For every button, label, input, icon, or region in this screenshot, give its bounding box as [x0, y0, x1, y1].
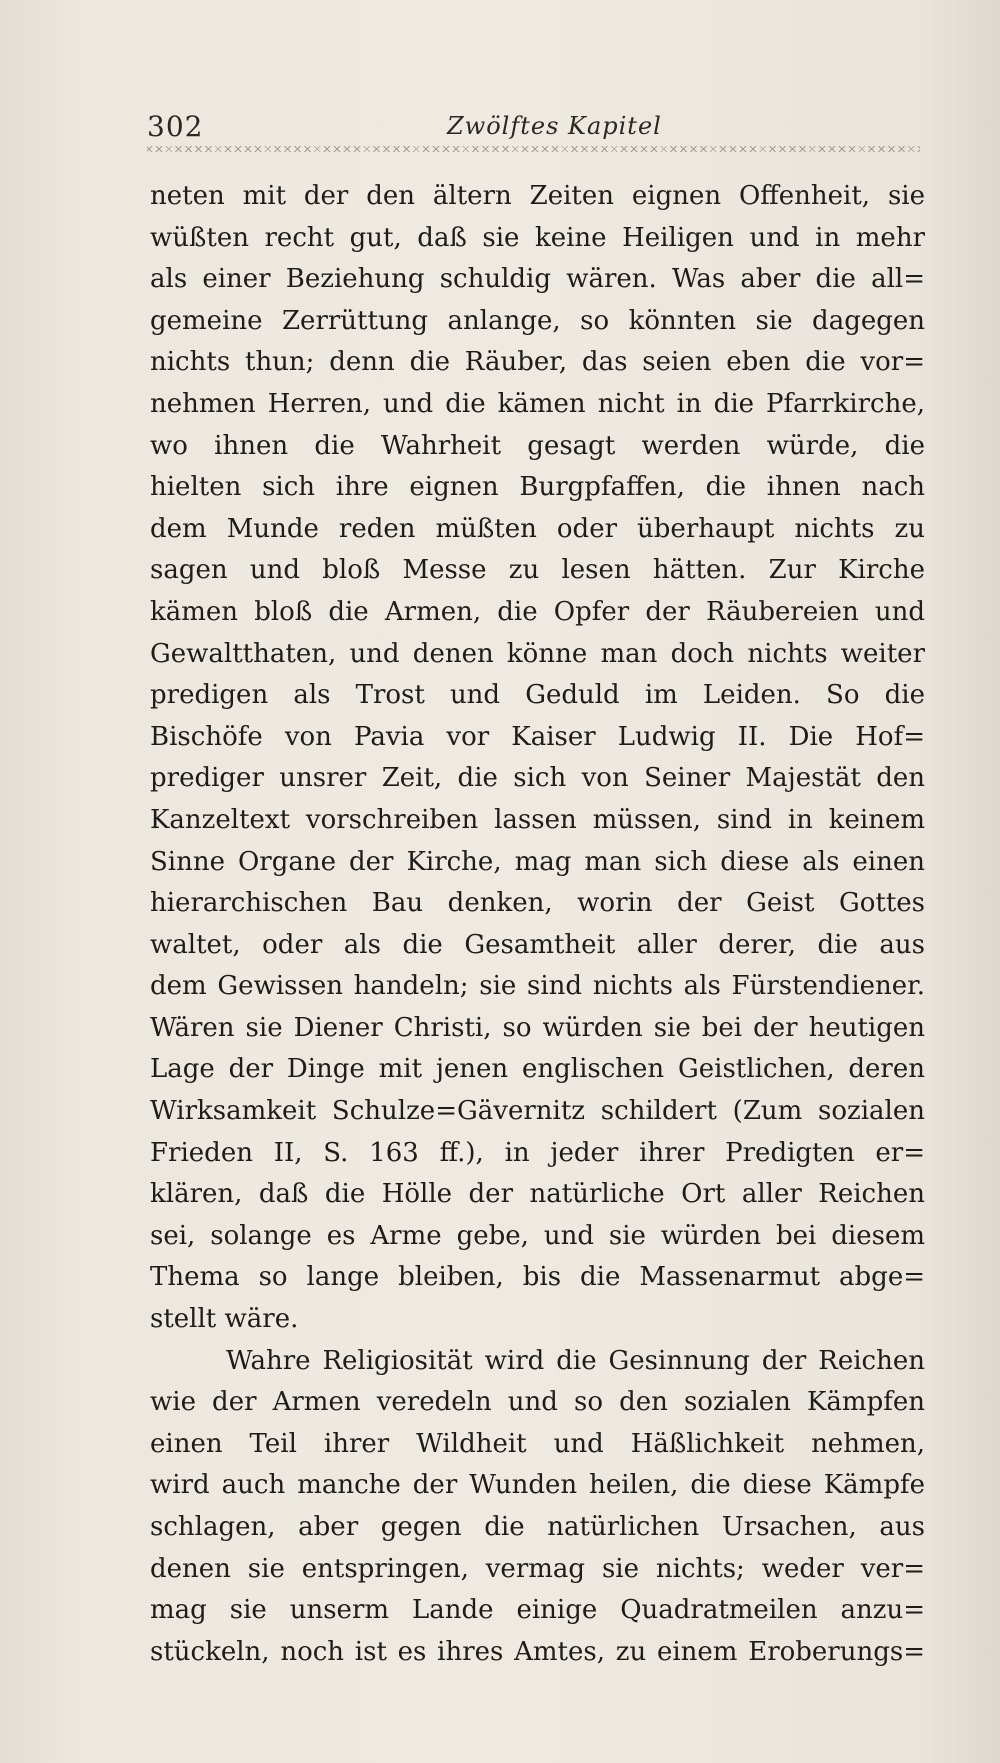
- text-line: einen Teil ihrer Wildheit und Häßlichkeit nehmen,: [150, 1428, 925, 1459]
- header-rule: [147, 146, 920, 152]
- text-line: Kanzeltext vorschreiben lassen müssen, sind in keinem: [150, 804, 925, 835]
- text-line: wo ihnen die Wahrheit gesagt werden würde, die: [150, 430, 925, 461]
- text-line: nichts thun; denn die Räuber, das seien eben die vor=: [150, 347, 925, 378]
- text-line: dem Gewissen handeln; sie sind nichts als Fürstendiener.: [150, 971, 925, 1002]
- text-line: Wahre Religiosität wird die Gesinnung der Reichen: [226, 1345, 925, 1376]
- text-line: hielten sich ihre eignen Burgpfaffen, die ihnen nach: [150, 472, 925, 503]
- text-line: prediger unsrer Zeit, die sich von Seiner Majestät den: [150, 763, 925, 794]
- text-line: stückeln, noch ist es ihres Amtes, zu einem Eroberungs=: [150, 1636, 925, 1667]
- text-line: dem Munde reden müßten oder überhaupt nichts zu: [150, 513, 925, 544]
- text-line: waltet, oder als die Gesamtheit aller derer, die aus: [150, 929, 925, 960]
- text-line: wird auch manche der Wunden heilen, die diese Kämpfe: [150, 1470, 925, 1501]
- text-line: mag sie unserm Lande einige Quadratmeilen anzu=: [150, 1595, 925, 1626]
- text-line: nehmen Herren, und die kämen nicht in die Pfarrkirche,: [150, 388, 925, 419]
- text-line: predigen als Trost und Geduld im Leiden. So die: [150, 680, 925, 711]
- running-title: Zwölftes Kapitel: [447, 112, 662, 140]
- text-line: Sinne Organe der Kirche, mag man sich diese als einen: [150, 846, 925, 877]
- text-line: kämen bloß die Armen, die Opfer der Räubereien und: [150, 596, 925, 627]
- text-line: Lage der Dinge mit jenen englischen Geistlichen, deren: [150, 1054, 925, 1085]
- text-line: neten mit der den ältern Zeiten eignen Offenheit, sie: [150, 181, 925, 211]
- text-line: schlagen, aber gegen die natürlichen Ursachen, aus: [150, 1512, 925, 1542]
- text-line: Wirksamkeit Schulze=Gävernitz schildert (Zum sozialen: [150, 1096, 925, 1127]
- text-line: wie der Armen veredeln und so den sozialen Kämpfen: [150, 1387, 925, 1418]
- text-line: Gewaltthaten, und denen könne man doch nichts weiter: [150, 638, 925, 669]
- text-line: sagen und bloß Messe zu lesen hätten. Zur Kirche: [150, 555, 925, 586]
- text-line: gemeine Zerrüttung anlange, so könnten sie dagegen: [150, 305, 925, 336]
- text-line: klären, daß die Hölle der natürliche Ort aller Reichen: [150, 1179, 925, 1210]
- text-line: stellt wäre.: [150, 1304, 299, 1335]
- text-line: Bischöfe von Pavia vor Kaiser Ludwig II. Die Hof=: [150, 721, 925, 752]
- text-line: hierarchischen Bau denken, worin der Geist Gottes: [150, 888, 925, 919]
- page-header: [147, 104, 920, 150]
- text-line: denen sie entspringen, vermag sie nichts; weder ver=: [150, 1553, 925, 1584]
- text-line: Frieden II, S. 163 ff.), in jeder ihrer Predigten er=: [150, 1137, 925, 1168]
- text-line: wüßten recht gut, daß sie keine Heiligen und in mehr: [150, 222, 925, 253]
- text-line: Wären sie Diener Christi, so würden sie bei der heutigen: [150, 1012, 925, 1043]
- text-line: Thema so lange bleiben, bis die Massenarmut abge=: [150, 1262, 925, 1293]
- text-line: als einer Beziehung schuldig wären. Was aber die all=: [150, 264, 925, 295]
- page-number: 302: [147, 110, 204, 143]
- text-line: sei, solange es Arme gebe, und sie würden bei diesem: [150, 1220, 925, 1251]
- body-text: [150, 176, 925, 1673]
